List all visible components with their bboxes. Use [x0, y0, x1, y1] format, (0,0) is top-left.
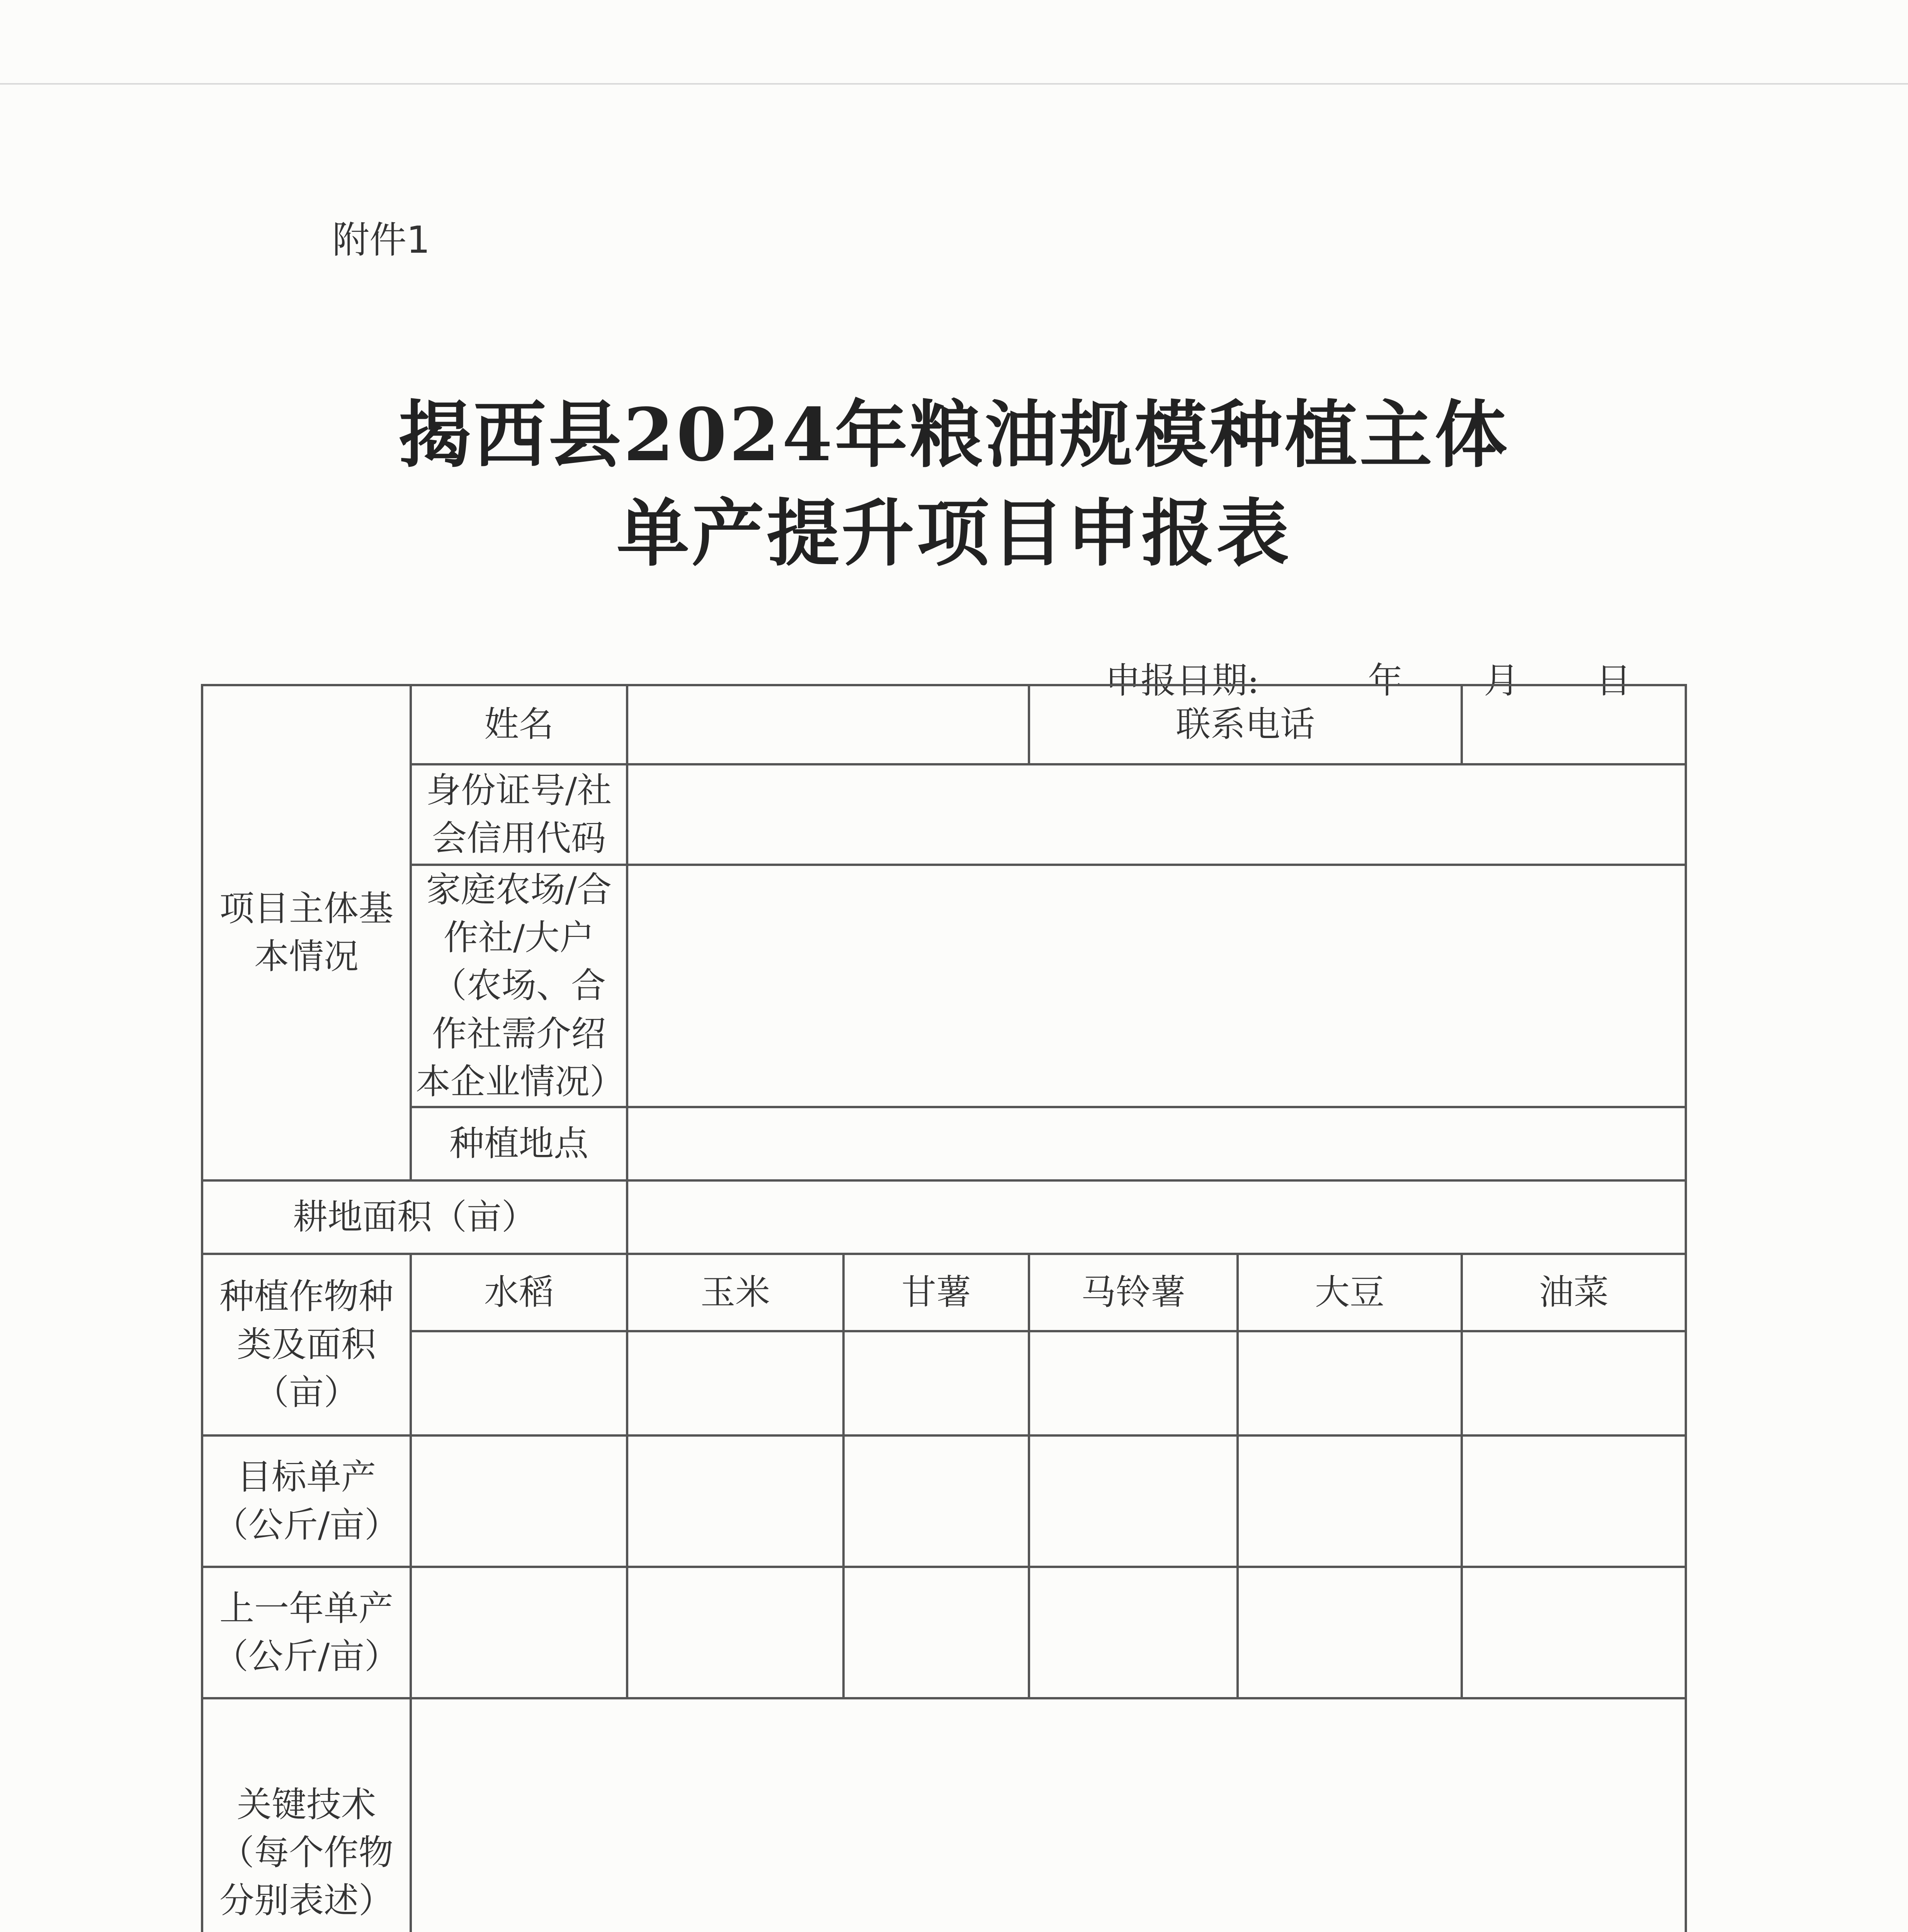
- target-yield-corn[interactable]: [627, 1435, 843, 1567]
- crop-header-rapeseed: 油菜: [1462, 1254, 1686, 1331]
- id-number-field[interactable]: [627, 764, 1686, 865]
- last-year-yield-label: 上一年单产（公斤/亩）: [202, 1567, 411, 1698]
- key-technology-label: 关键技术（每个作物分别表述）: [202, 1698, 411, 1932]
- target-yield-label: 目标单产（公斤/亩）: [202, 1435, 411, 1567]
- date-day: 日: [1596, 660, 1632, 701]
- crops-area-label: 种植作物种类及面积（亩）: [202, 1254, 411, 1435]
- last-year-yield-soybean[interactable]: [1238, 1567, 1462, 1698]
- name-label: 姓名: [411, 685, 627, 764]
- target-yield-potato[interactable]: [1029, 1435, 1238, 1567]
- phone-field[interactable]: [1462, 685, 1686, 764]
- crop-area-potato[interactable]: [1029, 1331, 1238, 1435]
- crop-header-sweet-potato: 甘薯: [843, 1254, 1029, 1331]
- planting-location-label: 种植地点: [411, 1107, 627, 1180]
- target-yield-rapeseed[interactable]: [1462, 1435, 1686, 1567]
- application-form-table: [201, 684, 1687, 1932]
- entity-type-label: 家庭农场/合作社/大户（农场、合作社需介绍本企业情况）: [411, 865, 627, 1107]
- basic-info-section-label: 项目主体基本情况: [202, 685, 411, 1180]
- farmland-area-label: 耕地面积（亩）: [202, 1180, 627, 1254]
- crop-area-soybean[interactable]: [1238, 1331, 1462, 1435]
- planting-location-field[interactable]: [627, 1107, 1686, 1180]
- farmland-area-field[interactable]: [627, 1180, 1686, 1254]
- crop-header-potato: 马铃薯: [1029, 1254, 1238, 1331]
- crop-header-rice: 水稻: [411, 1254, 627, 1331]
- entity-info-field[interactable]: [627, 865, 1686, 1107]
- crop-header-soybean: 大豆: [1238, 1254, 1462, 1331]
- target-yield-rice[interactable]: [411, 1435, 627, 1567]
- target-yield-sweet-potato[interactable]: [843, 1435, 1029, 1567]
- last-year-yield-sweet-potato[interactable]: [843, 1567, 1029, 1698]
- key-technology-field[interactable]: [411, 1698, 1686, 1932]
- last-year-yield-rapeseed[interactable]: [1462, 1567, 1686, 1698]
- last-year-yield-potato[interactable]: [1029, 1567, 1238, 1698]
- crop-area-corn[interactable]: [627, 1331, 843, 1435]
- date-label: 申报日期:: [1105, 660, 1259, 701]
- target-yield-soybean[interactable]: [1238, 1435, 1462, 1567]
- date-month: 月: [1484, 660, 1520, 701]
- crop-header-corn: 玉米: [627, 1254, 843, 1331]
- phone-label: 联系电话: [1029, 685, 1462, 764]
- name-field[interactable]: [627, 685, 1029, 764]
- scan-artifact-line: [0, 83, 1908, 85]
- attachment-label: 附件1: [332, 218, 430, 262]
- crop-area-rice[interactable]: [411, 1331, 627, 1435]
- last-year-yield-rice[interactable]: [411, 1567, 627, 1698]
- crop-area-sweet-potato[interactable]: [843, 1331, 1029, 1435]
- title-line-2: 单产提升项目申报表: [617, 491, 1291, 576]
- crop-area-rapeseed[interactable]: [1462, 1331, 1686, 1435]
- date-year: 年: [1368, 660, 1404, 701]
- title-line-1: 揭西县2024年粮油规模种植主体: [398, 392, 1510, 478]
- id-number-label: 身份证号/社会信用代码: [411, 764, 627, 865]
- last-year-yield-corn[interactable]: [627, 1567, 843, 1698]
